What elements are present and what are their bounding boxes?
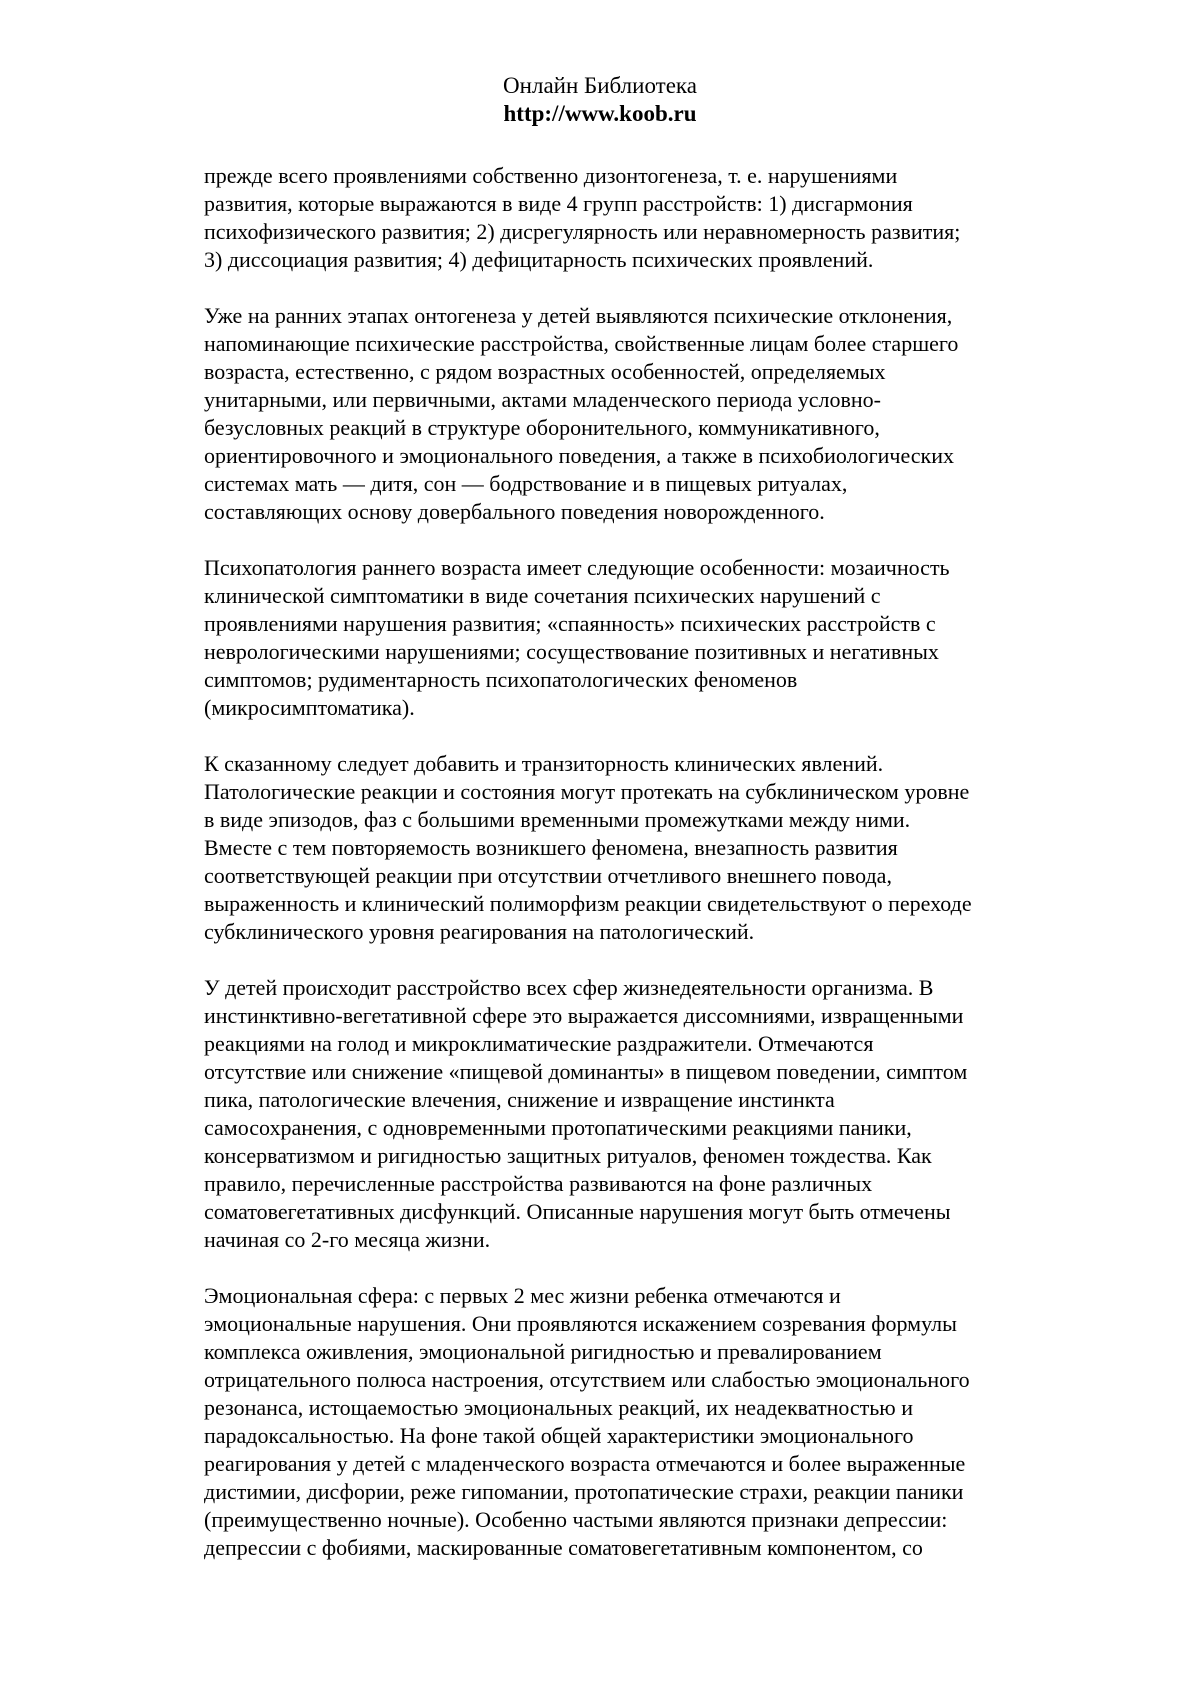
text-line: безусловных реакций в структуре оборонительного, коммуникативного,	[204, 415, 880, 440]
text-line: симптомов; рудиментарность психопатологических феноменов	[204, 667, 798, 692]
text-line: реагирования у детей с младенческого возраста отмечаются и более выраженные	[204, 1451, 966, 1476]
body-paragraph	[204, 1282, 1084, 1562]
site-url: http://www.koob.ru	[503, 101, 697, 126]
text-line: возраста, естественно, с рядом возрастных особенностей, определяемых	[204, 359, 886, 384]
text-line: К сказанному следует добавить и транзиторность клинических явлений.	[204, 751, 884, 776]
text-line: отсутствие или снижение «пищевой доминанты» в пищевом поведении, симптом	[204, 1059, 968, 1084]
text-line: Психопатология раннего возраста имеет следующие особенности: мозаичность	[204, 555, 950, 580]
text-line: прежде всего проявлениями собственно дизонтогенеза, т. е. нарушениями	[204, 163, 898, 188]
text-line: Уже на ранних этапах онтогенеза у детей выявляются психические отклонения,	[204, 303, 953, 328]
text-line: депрессии с фобиями, маскированные соматовегетативным компонентом, со	[204, 1535, 923, 1560]
document-body	[204, 162, 1084, 1562]
text-line: напоминающие психические расстройства, свойственные лицам более старшего	[204, 331, 959, 356]
text-line: У детей происходит расстройство всех сфер жизнедеятельности организма. В	[204, 975, 934, 1000]
text-line: неврологическими нарушениями; сосуществование позитивных и негативных	[204, 639, 939, 664]
text-line: реакциями на голод и микроклиматические раздражители. Отмечаются	[204, 1031, 874, 1056]
site-title: Онлайн Библиотека	[503, 73, 697, 98]
text-line: консерватизмом и ригидностью защитных ритуалов, феномен тождества. Как	[204, 1143, 932, 1168]
text-line: правило, перечисленные расстройства развиваются на фоне различных	[204, 1171, 873, 1196]
text-line: эмоциональные нарушения. Они проявляются искажением созревания формулы	[204, 1311, 957, 1336]
body-paragraph	[204, 302, 1084, 526]
text-line: Патологические реакции и состояния могут протекать на субклиническом уровне	[204, 779, 970, 804]
text-line: начиная со 2-го месяца жизни.	[204, 1227, 491, 1252]
text-line: развития, которые выражаются в виде 4 групп расстройств: 1) дисгармония	[204, 191, 913, 216]
text-line: клинической симптоматики в виде сочетания психических нарушений с	[204, 583, 881, 608]
text-line: составляющих основу довербального поведения новорожденного.	[204, 499, 825, 524]
body-paragraph	[204, 974, 1084, 1254]
page-header	[0, 72, 1200, 128]
text-line: инстинктивно-вегетативной сфере это выражается диссомниями, извращенными	[204, 1003, 964, 1028]
text-line: Вместе с тем повторяемость возникшего феномена, внезапность развития	[204, 835, 898, 860]
body-paragraph	[204, 554, 1084, 722]
text-line: (микросимптоматика).	[204, 695, 415, 720]
text-line: соответствующей реакции при отсутствии отчетливого внешнего повода,	[204, 863, 892, 888]
text-line: отрицательного полюса настроения, отсутствием или слабостью эмоционального	[204, 1367, 970, 1392]
text-line: соматовегетативных дисфункций. Описанные нарушения могут быть отмечены	[204, 1199, 951, 1224]
text-line: Эмоциональная сфера: с первых 2 мес жизни ребенка отмечаются и	[204, 1283, 841, 1308]
text-line: парадоксальностью. На фоне такой общей характеристики эмоционального	[204, 1423, 914, 1448]
text-line: психофизического развития; 2) дисрегулярность или неравномерность развития;	[204, 219, 961, 244]
text-line: 3) диссоциация развития; 4) дефицитарность психических проявлений.	[204, 247, 874, 272]
text-line: комплекса оживления, эмоциональной ригидностью и превалированием	[204, 1339, 882, 1364]
text-line: проявлениями нарушения развития; «спаянность» психических расстройств с	[204, 611, 936, 636]
text-line: резонанса, истощаемостью эмоциональных реакций, их неадекватностью и	[204, 1395, 914, 1420]
text-line: в виде эпизодов, фаз с большими временными промежутками между ними.	[204, 807, 911, 832]
body-paragraph	[204, 750, 1084, 946]
text-line: выраженность и клинический полиморфизм реакции свидетельствуют о переходе	[204, 891, 972, 916]
text-line: унитарными, или первичными, актами младенческого периода условно-	[204, 387, 881, 412]
text-line: самосохранения, с одновременными протопатическими реакциями паники,	[204, 1115, 912, 1140]
text-line: (преимущественно ночные). Особенно частыми являются признаки депрессии:	[204, 1507, 948, 1532]
body-paragraph	[204, 162, 1084, 274]
text-line: субклинического уровня реагирования на патологический.	[204, 919, 755, 944]
text-line: системах мать — дитя, сон — бодрствование и в пищевых ритуалах,	[204, 471, 848, 496]
text-line: пика, патологические влечения, снижение и извращение инстинкта	[204, 1087, 835, 1112]
text-line: дистимии, дисфории, реже гипомании, протопатические страхи, реакции паники	[204, 1479, 964, 1504]
text-line: ориентировочного и эмоционального поведения, а также в психобиологических	[204, 443, 954, 468]
